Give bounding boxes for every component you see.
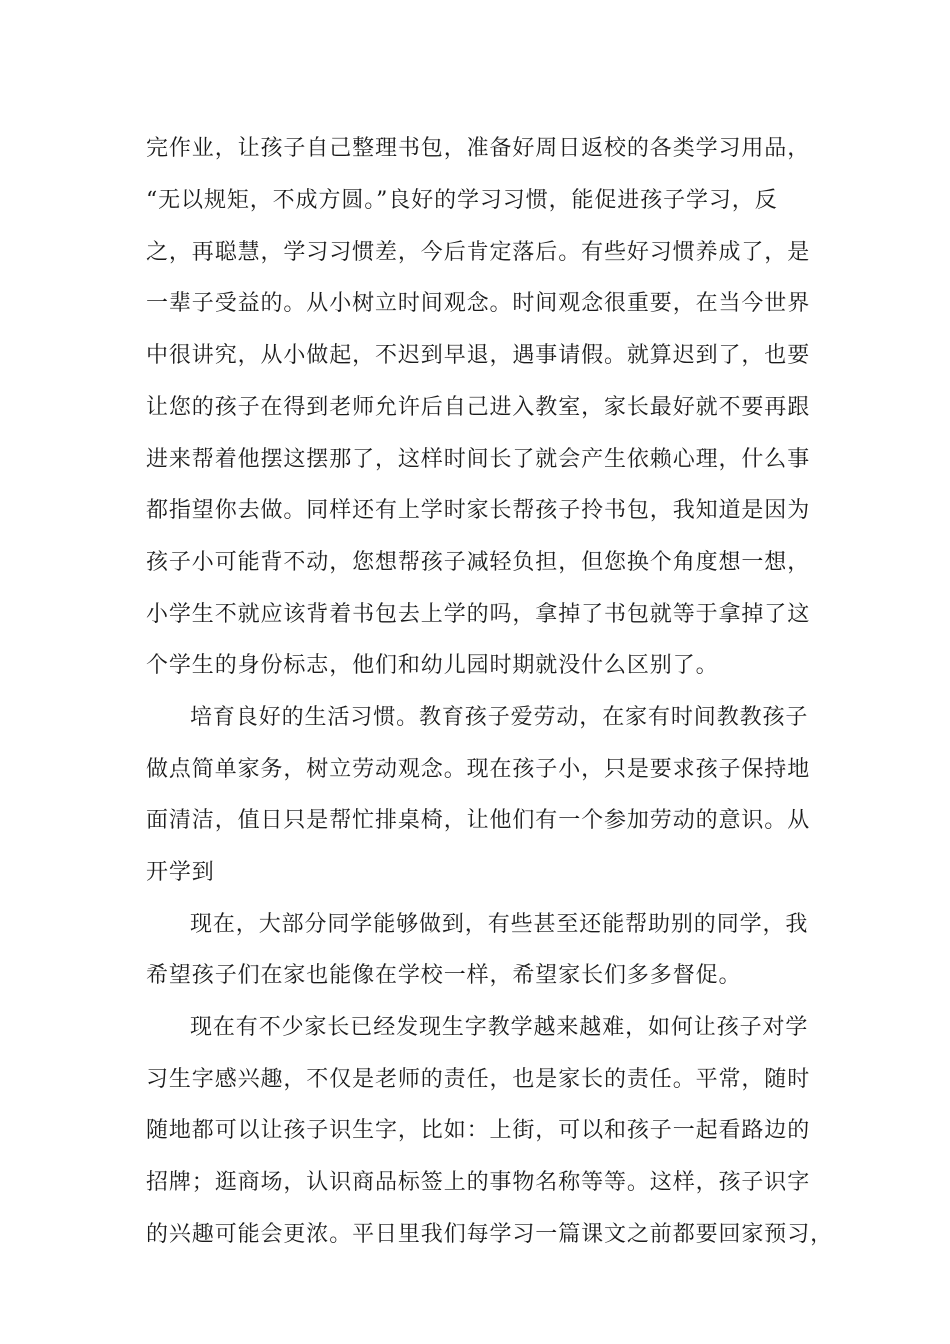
text-line: 个学生的身份标志，他们和幼儿园时期就没什么区别了。 — [146, 653, 719, 678]
text-line: 小学生不就应该背着书包去上学的吗，拿掉了书包就等于拿掉了这 — [146, 602, 811, 627]
text-line: 一辈子受益的。从小树立时间观念。时间观念很重要，在当今世界 — [146, 291, 811, 316]
text-line: 之，再聪慧，学习习惯差，今后肯定落后。有些好习惯养成了，是 — [146, 240, 811, 265]
text-line: 让您的孩子在得到老师允许后自己进入教室，家长最好就不要再跟 — [146, 395, 811, 420]
text-line: 完作业，让孩子自己整理书包，准备好周日返校的各类学习用品， — [146, 136, 811, 161]
text-line: 做点简单家务，树立劳动观念。现在孩子小，只是要求孩子保持地 — [146, 757, 811, 782]
text-line: 习生字感兴趣，不仅是老师的责任，也是家长的责任。平常，随时 — [146, 1067, 811, 1092]
text-line: 开学到 — [146, 860, 215, 885]
text-line: 中很讲究，从小做起，不迟到早退，遇事请假。就算迟到了，也要 — [146, 343, 811, 368]
text-line: 进来帮着他摆这摆那了，这样时间长了就会产生依赖心理，什么事 — [146, 447, 811, 472]
text-line: 随地都可以让孩子识生字，比如：上街，可以和孩子一起看路边的 — [146, 1118, 811, 1143]
paragraph-start-line: 培育良好的生活习惯。教育孩子爱劳动，在家有时间教教孩子 — [190, 705, 809, 730]
text-line: 孩子小可能背不动，您想帮孩子减轻负担，但您换个角度想一想， — [146, 550, 811, 575]
text-line: 的兴趣可能会更浓。平日里我们每学习一篇课文之前都要回家预习， — [146, 1222, 834, 1247]
text-line: 都指望你去做。同样还有上学时家长帮孩子拎书包，我知道是因为 — [146, 498, 811, 523]
text-line: “无以规矩，不成方圆。”良好的学习习惯，能促进孩子学习，反 — [146, 188, 778, 213]
text-line: 招牌；逛商场，认识商品标签上的事物名称等等。这样，孩子识字 — [146, 1170, 811, 1195]
text-line: 希望孩子们在家也能像在学校一样，希望家长们多多督促。 — [146, 963, 742, 988]
text-line: 面清洁，值日只是帮忙排桌椅，让他们有一个参加劳动的意识。从 — [146, 808, 811, 833]
paragraph-start-line: 现在，大部分同学能够做到，有些甚至还能帮助别的同学，我 — [190, 912, 809, 937]
paragraph-start-line: 现在有不少家长已经发现生字教学越来越难，如何让孩子对学 — [190, 1015, 809, 1040]
